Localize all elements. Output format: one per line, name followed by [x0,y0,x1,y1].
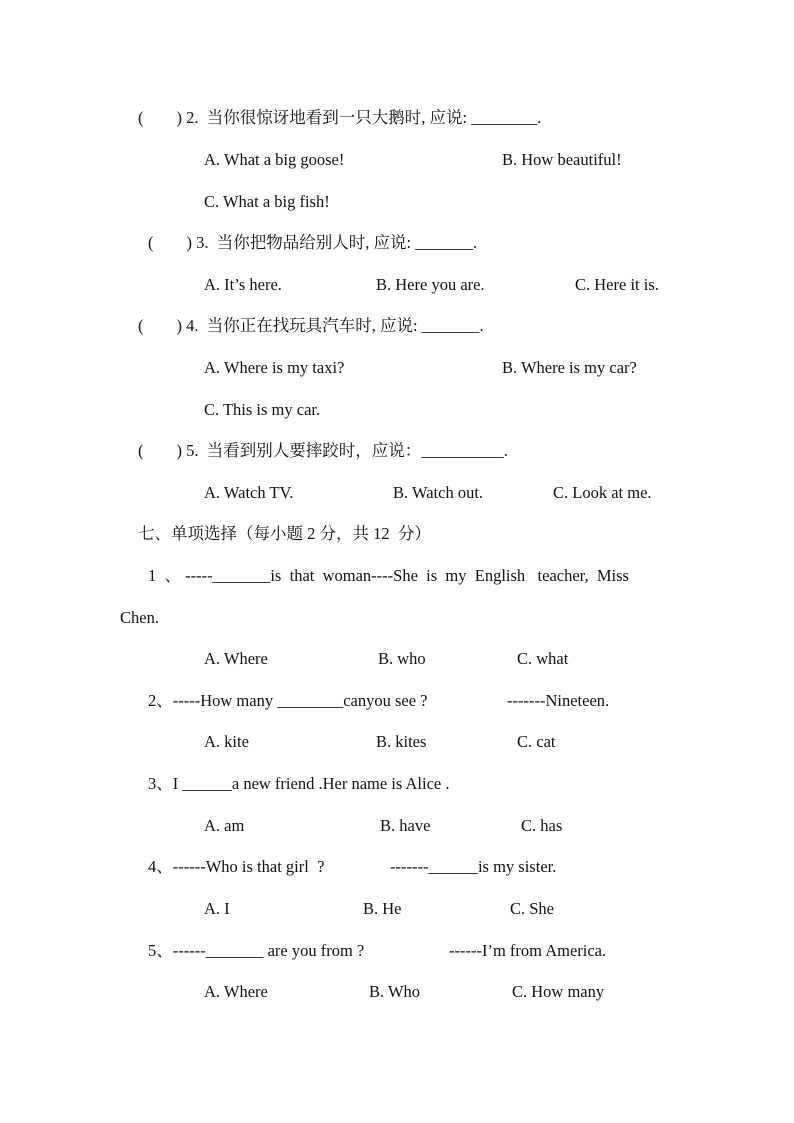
question-4-option-c: C. This is my car. [204,400,321,419]
question-5-option-b: B. Watch out. [393,483,484,502]
sc-question-3: 3、I ______a new friend .Her name is Alice . [148,774,450,793]
question-3-option-a: A. It’s here. [204,275,282,294]
question-4-option-a: A. Where is my taxi? [204,358,345,377]
sc-question-1-option-a: A. Where [204,649,268,668]
sc-question-3-option-c: C. has [521,816,563,835]
sc-question-4-answer: -------______is my sister. [390,857,557,876]
sc-question-1-line2: Chen. [120,608,159,627]
sc-question-5-option-b: B. Who [369,982,421,1001]
sc-question-3-option-b: B. have [380,816,431,835]
question-2-option-b: B. How beautiful! [502,150,622,169]
sc-question-5-option-c: C. How many [512,982,605,1001]
question-5-option-c: C. Look at me. [553,483,652,502]
sc-question-2-option-c: C. cat [517,732,556,751]
sc-question-2: 2、-----How many ________canyou see ? [148,691,428,710]
sc-question-2-option-b: B. kites [376,732,427,751]
sc-question-1-option-c: C. what [517,649,569,668]
question-4-prompt: ( ) 4. 当你正在找玩具汽车时, 应说: _______. [138,316,484,335]
sc-question-1-option-b: B. who [378,649,426,668]
sc-question-5-answer: ------I’m from America. [449,941,607,960]
question-3-option-c: C. Here it is. [575,275,659,294]
sc-question-4-option-a: A. I [204,899,230,918]
sc-question-2-option-a: A. kite [204,732,249,751]
question-2-prompt: ( ) 2. 当你很惊讶地看到一只大鹅时, 应说: ________. [138,108,542,127]
question-5-prompt: ( ) 5. 当看到别人要摔跤时，应说：__________. [138,441,508,460]
sc-question-1-line1: 1 、 -----_______is that woman----She is my English teacher, Miss [148,566,629,585]
sc-question-2-answer: -------Nineteen. [507,691,610,710]
sc-question-4-option-b: B. He [363,899,402,918]
sc-question-4: 4、------Who is that girl ? [148,857,325,876]
question-5-option-a: A. Watch TV. [204,483,294,502]
question-2-option-c: C. What a big fish! [204,192,330,211]
sc-question-5-option-a: A. Where [204,982,268,1001]
sc-question-4-option-c: C. She [510,899,555,918]
sc-question-3-option-a: A. am [204,816,245,835]
question-4-option-b: B. Where is my car? [502,358,637,377]
sc-question-5: 5、------_______ are you from ? [148,941,365,960]
question-3-option-b: B. Here you are. [376,275,485,294]
question-3-prompt: ( ) 3. 当你把物品给别人时, 应说: _______. [148,233,478,252]
question-2-option-a: A. What a big goose! [204,150,345,169]
section-7-heading: 七、单项选择（每小题 2 分，共 12 分） [138,524,431,543]
